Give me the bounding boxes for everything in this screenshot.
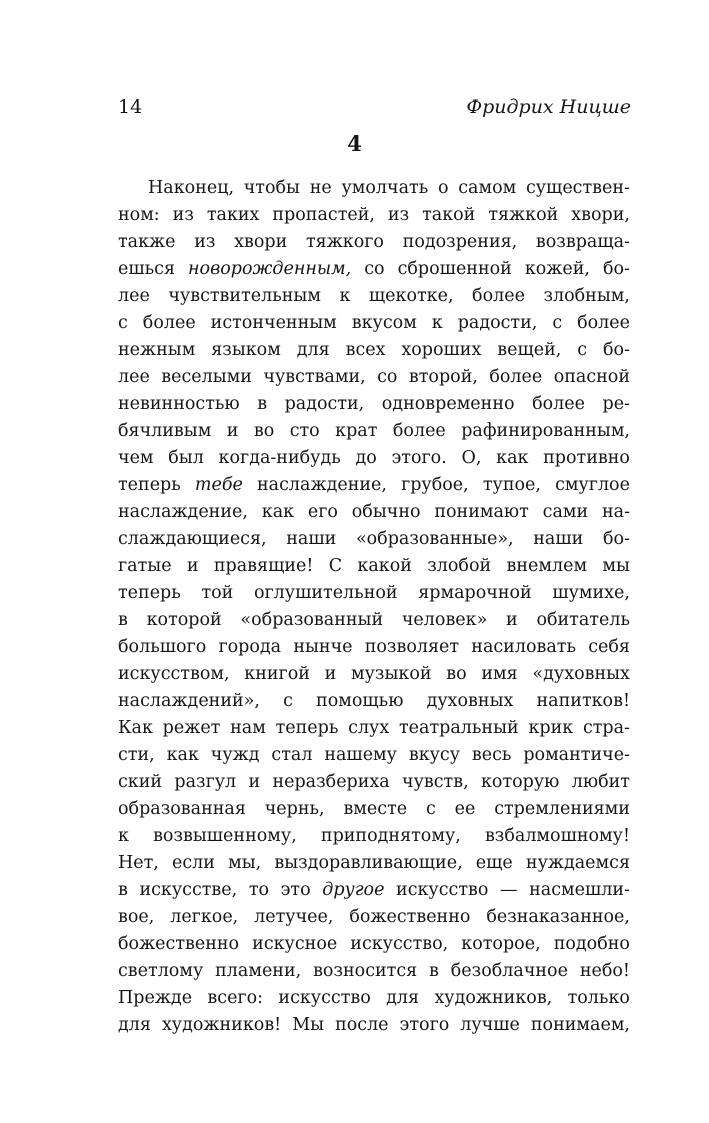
word: возвраща-	[535, 232, 630, 252]
emphasis-word: тебе	[194, 475, 243, 495]
word: пламени,	[215, 961, 302, 981]
text-line	[118, 958, 630, 985]
word: щекотке,	[368, 286, 454, 306]
word: смуглое	[555, 475, 630, 495]
word: крат	[335, 421, 378, 441]
word: О,	[461, 448, 482, 468]
text-line	[118, 769, 630, 796]
word: хвори	[234, 232, 288, 252]
word: более	[142, 313, 196, 333]
text-line	[118, 418, 630, 445]
page-number: 14	[118, 96, 143, 118]
word: таких	[206, 205, 260, 225]
word: теперь	[118, 475, 181, 495]
word: подобно	[553, 934, 630, 954]
text-line	[118, 256, 630, 283]
word: нам	[230, 718, 266, 738]
word: также	[118, 232, 176, 252]
word: нынче	[293, 637, 353, 657]
word: «духовных	[532, 664, 630, 684]
word: нуждаемся	[525, 853, 630, 873]
text-line	[118, 553, 630, 580]
word: безоблачное	[450, 961, 568, 981]
word: лучше	[460, 1015, 520, 1035]
word: еще	[475, 853, 513, 873]
text-line	[118, 499, 630, 526]
word: Нет,	[118, 853, 159, 873]
word: то	[248, 880, 270, 900]
word: театральный	[398, 718, 519, 738]
word: грубое,	[401, 475, 469, 495]
word: его	[307, 502, 338, 522]
word: той	[201, 583, 234, 603]
text-line	[118, 310, 630, 337]
text-line	[118, 1012, 630, 1039]
word: не	[309, 178, 332, 198]
text-line	[118, 472, 630, 499]
word: ешься	[118, 259, 175, 279]
word: возносится	[313, 961, 418, 981]
word: злобным,	[543, 286, 630, 306]
word: для	[296, 340, 330, 360]
word: гатые	[118, 556, 172, 576]
running-head-author: Фридрих Ницше	[466, 96, 631, 118]
word: наши	[533, 529, 584, 549]
word: к	[118, 826, 129, 846]
word: из	[194, 232, 216, 252]
emphasis-word: новорожденным,	[188, 259, 352, 279]
text-line	[118, 445, 630, 472]
word: сами	[542, 502, 589, 522]
word: и	[226, 421, 239, 441]
word: чувствительным	[168, 286, 321, 306]
word: разгул	[174, 772, 237, 792]
word: и	[324, 664, 337, 684]
word: одновременно	[381, 394, 515, 414]
word: божественно	[349, 907, 471, 927]
word: бо-	[602, 529, 630, 549]
word: бо-	[602, 259, 630, 279]
word: весь	[471, 745, 512, 765]
word: художников,	[434, 988, 553, 1008]
word: наслаждение,	[257, 475, 387, 495]
word: в	[257, 394, 268, 414]
word: позволяет	[364, 637, 460, 657]
word: был	[168, 448, 204, 468]
text-line	[118, 526, 630, 553]
word: в	[118, 880, 128, 900]
word: как	[496, 448, 529, 468]
word: теперь	[118, 583, 181, 603]
word: более	[532, 394, 585, 414]
word: когда-нибудь	[218, 448, 341, 468]
word: «образованный	[240, 610, 384, 630]
word: лее	[118, 286, 150, 306]
word: о	[437, 178, 449, 198]
text-line	[118, 931, 630, 958]
text-line	[118, 877, 630, 904]
text-line	[118, 229, 630, 256]
word: искусстве,	[139, 880, 238, 900]
word: выздоравливающие,	[274, 853, 463, 873]
word: и	[506, 610, 518, 630]
word: которую	[480, 772, 560, 792]
word: божественно	[118, 934, 240, 954]
word: в	[118, 610, 128, 630]
word: нашему	[324, 745, 397, 765]
word: сброшенной	[397, 259, 512, 279]
word: возвышенному,	[153, 826, 297, 846]
word: хороших	[401, 340, 482, 360]
word: с	[577, 340, 588, 360]
word: понимают	[434, 502, 529, 522]
word: к	[431, 313, 443, 333]
word: чужд	[210, 745, 260, 765]
text-line	[118, 661, 630, 688]
word: языком	[211, 340, 281, 360]
word: в	[429, 961, 439, 981]
text-line	[118, 823, 630, 850]
word: вместе	[343, 799, 408, 819]
word: которой	[146, 610, 222, 630]
word: тупое,	[482, 475, 541, 495]
text-line	[118, 337, 630, 364]
word: во	[446, 664, 467, 684]
word: и	[248, 772, 261, 792]
word: искусством,	[118, 664, 230, 684]
word: какой	[357, 556, 412, 576]
word: теперь	[275, 718, 339, 738]
word: Прежде	[118, 988, 193, 1008]
word: себя	[588, 637, 630, 657]
word: невинностью	[118, 394, 240, 414]
word: бячливым	[118, 421, 212, 441]
word: с	[425, 799, 436, 819]
word: этого	[399, 1015, 450, 1035]
word: более	[472, 286, 525, 306]
word: вкусу	[408, 745, 461, 765]
word: светлому	[118, 961, 204, 981]
word: Мы	[292, 1015, 325, 1035]
word: обычно	[351, 502, 421, 522]
word: чувств,	[402, 772, 469, 792]
section-number: 4	[347, 131, 362, 156]
word: небо!	[579, 961, 630, 981]
text-line	[118, 688, 630, 715]
word: тяжкого	[305, 232, 384, 252]
word: к	[339, 286, 351, 306]
word: приподнятому,	[320, 826, 461, 846]
word: ном:	[118, 205, 160, 225]
word: мы,	[228, 853, 262, 873]
word: города	[218, 637, 282, 657]
word: лее	[118, 367, 150, 387]
word: чувствами,	[263, 367, 366, 387]
word: чернь,	[264, 799, 325, 819]
text-line	[118, 742, 630, 769]
text-line	[118, 715, 630, 742]
word: безнаказанное,	[486, 907, 630, 927]
word: самом	[458, 178, 517, 198]
text-line	[118, 904, 630, 931]
word: тяжкой	[488, 205, 559, 225]
text-line	[118, 634, 630, 661]
word: слаждающиеся,	[118, 529, 267, 549]
word: из	[172, 205, 194, 225]
word: стра-	[582, 718, 630, 738]
word: человек»	[401, 610, 488, 630]
word: для	[118, 1015, 151, 1035]
word: правящие!	[213, 556, 314, 576]
word: бо-	[602, 340, 630, 360]
word: напитков!	[536, 691, 630, 711]
word: которое,	[461, 934, 541, 954]
word: хвори,	[571, 205, 630, 225]
word: со	[377, 367, 398, 387]
word: музыкой	[351, 664, 432, 684]
word: опасной	[553, 367, 630, 387]
word: наши	[286, 529, 337, 549]
word: злобой	[427, 556, 492, 576]
word: рафинированным,	[461, 421, 630, 441]
word: вкусом	[351, 313, 417, 333]
word: с	[283, 691, 293, 711]
word: духовных	[426, 691, 514, 711]
text-line	[118, 283, 630, 310]
word: умолчать	[341, 178, 429, 198]
word: художников!	[161, 1015, 282, 1035]
word: только	[567, 988, 630, 1008]
word: нежным	[118, 340, 196, 360]
word: насиловать	[471, 637, 576, 657]
word: стремлениями	[494, 799, 630, 819]
word: наслаждений»,	[118, 691, 260, 711]
word: образованная	[118, 799, 246, 819]
word: как	[261, 502, 295, 522]
word: чем	[118, 448, 154, 468]
word: имя	[481, 664, 518, 684]
word: С	[328, 556, 343, 576]
word: такой	[422, 205, 476, 225]
word: с	[118, 313, 128, 333]
word: ее	[454, 799, 476, 819]
word: шумихе,	[552, 583, 630, 603]
word: сто	[289, 421, 320, 441]
word: всех	[345, 340, 386, 360]
text-line	[118, 202, 630, 229]
word: слух	[348, 718, 390, 738]
text-line	[118, 985, 630, 1012]
word: легкое,	[170, 907, 239, 927]
word: ре-	[602, 394, 630, 414]
text-line	[118, 391, 630, 418]
word: радости,	[284, 394, 365, 414]
word: радости,	[457, 313, 538, 333]
word: мы	[602, 556, 630, 576]
word: насмешли-	[529, 880, 630, 900]
word: во	[253, 421, 275, 441]
word: ский	[118, 772, 163, 792]
word: до	[355, 448, 377, 468]
word: если	[172, 853, 215, 873]
word: искусство	[396, 880, 489, 900]
word: пропастей,	[272, 205, 375, 225]
word: книгой	[244, 664, 310, 684]
text-line	[118, 580, 630, 607]
word: сти,	[118, 745, 155, 765]
word: для	[386, 988, 420, 1008]
word: помощью	[316, 691, 404, 711]
word: искусное	[252, 934, 338, 954]
word: ярмарочной	[418, 583, 532, 603]
text-line	[118, 364, 630, 391]
word: —	[500, 880, 518, 900]
word: Наконец,	[148, 178, 235, 198]
text-line	[118, 850, 630, 877]
word: веселыми	[161, 367, 252, 387]
word: этого.	[391, 448, 447, 468]
word: всего:	[207, 988, 264, 1008]
word: взбалмошному!	[484, 826, 630, 846]
word: крик	[528, 718, 574, 738]
word: истонченным	[210, 313, 337, 333]
word: из	[387, 205, 410, 225]
emphasis-word: другое	[322, 880, 385, 900]
word: подозрения,	[402, 232, 518, 252]
word: и	[186, 556, 199, 576]
word: противно	[543, 448, 630, 468]
body-text	[118, 175, 630, 1039]
word: на-	[601, 502, 630, 522]
word: это	[280, 880, 311, 900]
word: оглушительной	[253, 583, 398, 603]
word: большого	[118, 637, 207, 657]
word: как	[166, 745, 199, 765]
word: вое,	[118, 907, 155, 927]
word: существен-	[525, 178, 630, 198]
word: наслаждение,	[118, 502, 248, 522]
word: более	[392, 421, 446, 441]
word: Как	[118, 718, 153, 738]
word: искусство	[278, 988, 371, 1008]
word: со	[364, 259, 385, 279]
word: более	[489, 367, 543, 387]
word: более	[577, 313, 630, 333]
word: любит	[571, 772, 630, 792]
word: внемлем	[506, 556, 588, 576]
text-line	[118, 175, 630, 202]
word: обитатель	[536, 610, 630, 630]
word: вещей,	[497, 340, 562, 360]
word: второй,	[408, 367, 478, 387]
word: понимаем,	[530, 1015, 630, 1035]
word: «образованные»,	[355, 529, 514, 549]
word: летучее,	[254, 907, 334, 927]
word: кожей,	[524, 259, 590, 279]
word: романтиче-	[523, 745, 630, 765]
word: искусство,	[350, 934, 449, 954]
word: неразбериха	[272, 772, 390, 792]
word: после	[335, 1015, 389, 1035]
word: стал	[271, 745, 313, 765]
word: чтобы	[243, 178, 300, 198]
word: с	[552, 313, 563, 333]
text-line	[118, 796, 630, 823]
text-line	[118, 607, 630, 634]
word: режет	[162, 718, 221, 738]
